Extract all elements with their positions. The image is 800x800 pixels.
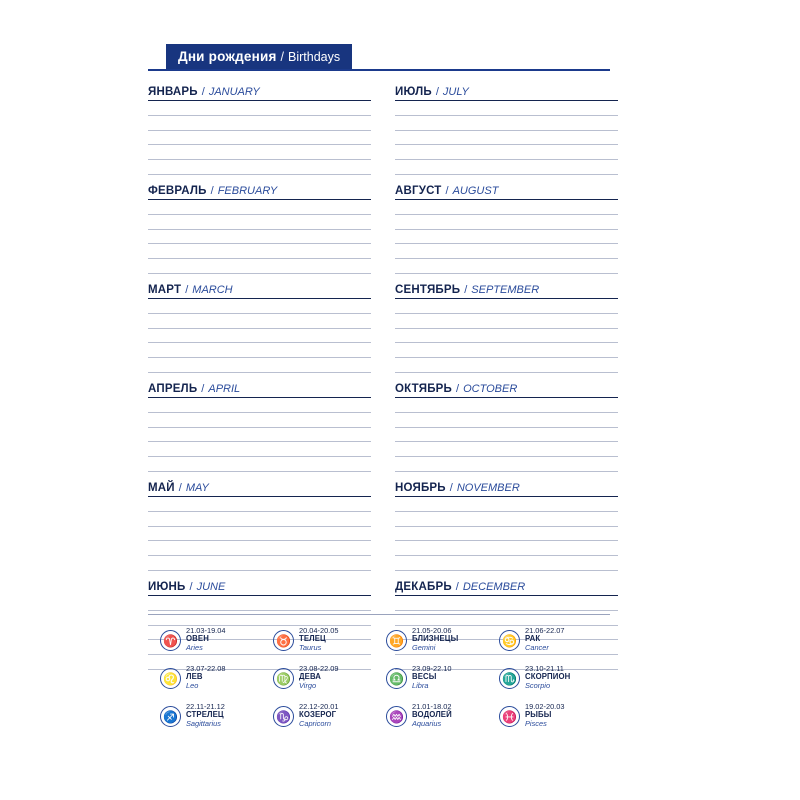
month-spacer xyxy=(395,472,618,482)
month-write-lines[interactable] xyxy=(148,398,371,472)
month-write-lines[interactable] xyxy=(148,101,371,175)
zodiac-dates: 23.09-22.10 xyxy=(412,664,452,673)
month-spacer xyxy=(395,175,618,185)
write-line[interactable] xyxy=(148,541,371,556)
month-title xyxy=(395,581,618,596)
zodiac-name-ru: ВОДОЛЕЙ xyxy=(412,710,452,720)
zodiac-text xyxy=(299,626,338,652)
zodiac-name-en: Gemini xyxy=(412,643,436,652)
write-line[interactable] xyxy=(395,299,618,314)
zodiac-name-en: Libra xyxy=(412,681,429,690)
zodiac-dates: 21.06-22.07 xyxy=(525,626,565,635)
write-line[interactable] xyxy=(148,497,371,512)
zodiac-name-en: Cancer xyxy=(525,643,549,652)
write-line[interactable] xyxy=(395,145,618,160)
zodiac-name-ru: ЛЕВ xyxy=(186,672,203,682)
month-spacer xyxy=(148,472,371,482)
month-title-separator: / xyxy=(456,382,460,395)
months-column-right xyxy=(395,86,618,680)
month-title-separator: / xyxy=(464,283,468,296)
page-title xyxy=(166,44,352,69)
zodiac-text xyxy=(186,626,225,652)
month-name-ru: МАЙ xyxy=(148,481,175,494)
write-line[interactable] xyxy=(148,457,371,472)
month-title-separator: / xyxy=(185,283,189,296)
month-write-lines[interactable] xyxy=(395,497,618,571)
zodiac-name-en: Aquarius xyxy=(412,719,442,728)
write-line[interactable] xyxy=(148,398,371,413)
write-line[interactable] xyxy=(395,413,618,428)
write-line[interactable] xyxy=(395,497,618,512)
page-title-en: Birthdays xyxy=(288,49,341,64)
write-line[interactable] xyxy=(395,244,618,259)
month-block xyxy=(395,284,618,383)
month-write-lines[interactable] xyxy=(148,200,371,274)
zodiac-name-ru: КОЗЕРОГ xyxy=(299,710,337,720)
month-name-ru: ИЮЛЬ xyxy=(395,86,432,98)
zodiac-name-en: Leo xyxy=(186,681,199,690)
month-name-en: JANUARY xyxy=(208,86,260,98)
month-spacer xyxy=(395,373,618,383)
month-title-separator: / xyxy=(445,184,449,197)
leo-icon: ♌ xyxy=(160,668,181,689)
month-title-separator: / xyxy=(435,86,439,98)
write-line[interactable] xyxy=(148,428,371,443)
write-line[interactable] xyxy=(395,230,618,245)
write-line[interactable] xyxy=(148,244,371,259)
month-title-separator: / xyxy=(201,382,205,395)
zodiac-dates: 21.01-18.02 xyxy=(412,702,452,711)
zodiac-dates: 22.12-20.01 xyxy=(299,702,339,711)
month-title xyxy=(395,383,618,398)
write-line[interactable] xyxy=(395,512,618,527)
month-title-separator: / xyxy=(189,580,193,593)
month-title xyxy=(148,185,371,200)
write-line[interactable] xyxy=(148,596,371,611)
month-name-en: MARCH xyxy=(192,283,233,296)
page-title-separator: / xyxy=(280,49,284,64)
month-name-en: NOVEMBER xyxy=(456,481,520,494)
write-line[interactable] xyxy=(148,259,371,274)
write-line[interactable] xyxy=(148,512,371,527)
zodiac-name-ru: СКОРПИОН xyxy=(525,672,571,682)
month-title xyxy=(148,86,371,101)
gemini-icon: ♊ xyxy=(386,630,407,651)
write-line[interactable] xyxy=(395,358,618,373)
zodiac-sign xyxy=(273,664,386,695)
header-underline xyxy=(148,69,610,71)
month-name-en: FEBRUARY xyxy=(217,184,278,197)
zodiac-sign xyxy=(160,626,273,657)
month-write-lines[interactable] xyxy=(395,398,618,472)
write-line[interactable] xyxy=(148,527,371,542)
capricorn-icon: ♑ xyxy=(273,706,294,727)
write-line[interactable] xyxy=(395,611,618,626)
month-spacer xyxy=(148,571,371,581)
zodiac-name-ru: ВЕСЫ xyxy=(412,672,437,682)
write-line[interactable] xyxy=(148,358,371,373)
month-name-ru: ФЕВРАЛЬ xyxy=(148,184,207,197)
zodiac-text xyxy=(186,702,225,728)
zodiac-dates: 21.05-20.06 xyxy=(412,626,452,635)
zodiac-name-en: Sagittarius xyxy=(186,719,221,728)
write-line[interactable] xyxy=(148,215,371,230)
month-title xyxy=(148,581,371,596)
zodiac-name-en: Capricorn xyxy=(299,719,332,728)
page-header xyxy=(148,44,610,72)
write-line[interactable] xyxy=(395,556,618,571)
month-spacer xyxy=(148,175,371,185)
write-line[interactable] xyxy=(395,398,618,413)
month-title xyxy=(395,86,618,101)
zodiac-name-en: Virgo xyxy=(299,681,317,690)
write-line[interactable] xyxy=(148,329,371,344)
month-block xyxy=(148,185,371,284)
month-title-separator: / xyxy=(455,580,459,593)
write-line[interactable] xyxy=(148,145,371,160)
zodiac-name-ru: СТРЕЛЕЦ xyxy=(186,710,224,720)
month-title xyxy=(395,284,618,299)
write-line[interactable] xyxy=(148,101,371,116)
month-block xyxy=(148,383,371,482)
zodiac-sign xyxy=(160,702,273,733)
zodiac-dates: 20.04-20.05 xyxy=(299,626,339,635)
month-name-en: JUNE xyxy=(196,580,226,593)
zodiac-dates: 19.02-20.03 xyxy=(525,702,565,711)
month-name-en: MAY xyxy=(185,481,209,494)
zodiac-sign xyxy=(386,702,499,733)
month-write-lines[interactable] xyxy=(148,299,371,373)
write-line[interactable] xyxy=(148,611,371,626)
zodiac-text xyxy=(299,664,338,690)
month-spacer xyxy=(395,274,618,284)
months-column-left xyxy=(148,86,371,680)
write-line[interactable] xyxy=(395,314,618,329)
write-line[interactable] xyxy=(395,200,618,215)
write-line[interactable] xyxy=(148,160,371,175)
write-line[interactable] xyxy=(395,428,618,443)
write-line[interactable] xyxy=(148,200,371,215)
write-line[interactable] xyxy=(395,101,618,116)
month-block xyxy=(148,482,371,581)
write-line[interactable] xyxy=(395,596,618,611)
zodiac-sign xyxy=(499,626,612,657)
write-line[interactable] xyxy=(148,314,371,329)
aries-icon: ♈ xyxy=(160,630,181,651)
zodiac-text xyxy=(525,702,564,728)
zodiac-legend xyxy=(160,626,612,733)
month-block xyxy=(395,482,618,581)
month-title xyxy=(395,185,618,200)
zodiac-sign xyxy=(386,626,499,657)
month-name-en: AUGUST xyxy=(452,184,499,197)
month-spacer xyxy=(148,373,371,383)
zodiac-dates: 23.07-22.08 xyxy=(186,664,226,673)
month-name-ru: ОКТЯБРЬ xyxy=(395,382,452,395)
zodiac-dates: 22.11-21.12 xyxy=(186,702,225,711)
zodiac-text xyxy=(412,626,458,652)
zodiac-dates: 21.03-19.04 xyxy=(186,626,226,635)
month-title-separator: / xyxy=(178,481,182,494)
write-line[interactable] xyxy=(395,160,618,175)
zodiac-divider xyxy=(148,614,610,615)
page-title-ru: Дни рождения xyxy=(178,49,277,64)
zodiac-name-en: Pisces xyxy=(525,719,547,728)
month-title xyxy=(148,383,371,398)
write-line[interactable] xyxy=(148,442,371,457)
zodiac-text xyxy=(525,664,570,690)
write-line[interactable] xyxy=(395,329,618,344)
month-write-lines[interactable] xyxy=(395,200,618,274)
months-columns xyxy=(148,86,618,680)
write-line[interactable] xyxy=(395,527,618,542)
zodiac-name-en: Aries xyxy=(186,643,203,652)
write-line[interactable] xyxy=(395,442,618,457)
taurus-icon: ♉ xyxy=(273,630,294,651)
month-title-separator: / xyxy=(210,184,214,197)
zodiac-name-ru: ТЕЛЕЦ xyxy=(299,634,326,644)
month-name-ru: СЕНТЯБРЬ xyxy=(395,283,461,296)
zodiac-text xyxy=(525,626,564,652)
month-spacer xyxy=(148,274,371,284)
month-name-en: APRIL xyxy=(208,382,241,395)
write-line[interactable] xyxy=(148,230,371,245)
write-line[interactable] xyxy=(148,343,371,358)
zodiac-sign xyxy=(499,664,612,695)
month-name-ru: НОЯБРЬ xyxy=(395,481,446,494)
month-name-en: JULY xyxy=(442,86,469,98)
month-name-ru: МАРТ xyxy=(148,283,182,296)
month-name-ru: ИЮНЬ xyxy=(148,580,186,593)
zodiac-name-ru: ОВЕН xyxy=(186,634,209,644)
zodiac-sign xyxy=(273,702,386,733)
month-name-ru: АПРЕЛЬ xyxy=(148,382,198,395)
zodiac-name-ru: БЛИЗНЕЦЫ xyxy=(412,634,459,644)
zodiac-dates: 23.08-22.09 xyxy=(299,664,339,673)
aquarius-icon: ♒ xyxy=(386,706,407,727)
pisces-icon: ♓ xyxy=(499,706,520,727)
write-line[interactable] xyxy=(395,541,618,556)
write-line[interactable] xyxy=(148,299,371,314)
zodiac-name-ru: ДЕВА xyxy=(299,672,322,682)
write-line[interactable] xyxy=(395,215,618,230)
month-name-ru: АВГУСТ xyxy=(395,184,442,197)
month-title-separator: / xyxy=(449,481,453,494)
write-line[interactable] xyxy=(395,343,618,358)
month-block xyxy=(395,185,618,284)
month-block xyxy=(395,383,618,482)
write-line[interactable] xyxy=(395,131,618,146)
write-line[interactable] xyxy=(148,556,371,571)
zodiac-sign xyxy=(160,664,273,695)
month-title xyxy=(148,482,371,497)
write-line[interactable] xyxy=(395,116,618,131)
month-write-lines[interactable] xyxy=(395,101,618,175)
zodiac-text xyxy=(186,664,225,690)
month-title xyxy=(148,284,371,299)
month-write-lines[interactable] xyxy=(395,299,618,373)
month-block xyxy=(395,86,618,185)
month-block xyxy=(148,86,371,185)
month-name-en: SEPTEMBER xyxy=(471,283,540,296)
zodiac-sign xyxy=(386,664,499,695)
month-spacer xyxy=(395,571,618,581)
zodiac-name-ru: РЫБЫ xyxy=(525,710,552,720)
month-name-ru: ДЕКАБРЬ xyxy=(395,580,452,593)
month-name-en: OCTOBER xyxy=(463,382,518,395)
write-line[interactable] xyxy=(148,131,371,146)
zodiac-name-en: Taurus xyxy=(299,643,322,652)
write-line[interactable] xyxy=(148,413,371,428)
month-title xyxy=(395,482,618,497)
zodiac-name-ru: РАК xyxy=(525,634,541,644)
cancer-icon: ♋ xyxy=(499,630,520,651)
write-line[interactable] xyxy=(395,259,618,274)
scorpio-icon: ♏ xyxy=(499,668,520,689)
month-title-separator: / xyxy=(201,86,205,98)
write-line[interactable] xyxy=(148,116,371,131)
zodiac-text xyxy=(299,702,338,728)
zodiac-sign xyxy=(499,702,612,733)
virgo-icon: ♍ xyxy=(273,668,294,689)
month-name-en: DECEMBER xyxy=(462,580,526,593)
month-block xyxy=(148,284,371,383)
zodiac-sign xyxy=(273,626,386,657)
zodiac-dates: 23.10-21.11 xyxy=(525,664,564,673)
sagittarius-icon: ♐ xyxy=(160,706,181,727)
zodiac-text xyxy=(412,702,452,728)
zodiac-text xyxy=(412,664,451,690)
month-write-lines[interactable] xyxy=(148,497,371,571)
month-name-ru: ЯНВАРЬ xyxy=(148,86,198,98)
libra-icon: ♎ xyxy=(386,668,407,689)
write-line[interactable] xyxy=(395,457,618,472)
zodiac-name-en: Scorpio xyxy=(525,681,551,690)
